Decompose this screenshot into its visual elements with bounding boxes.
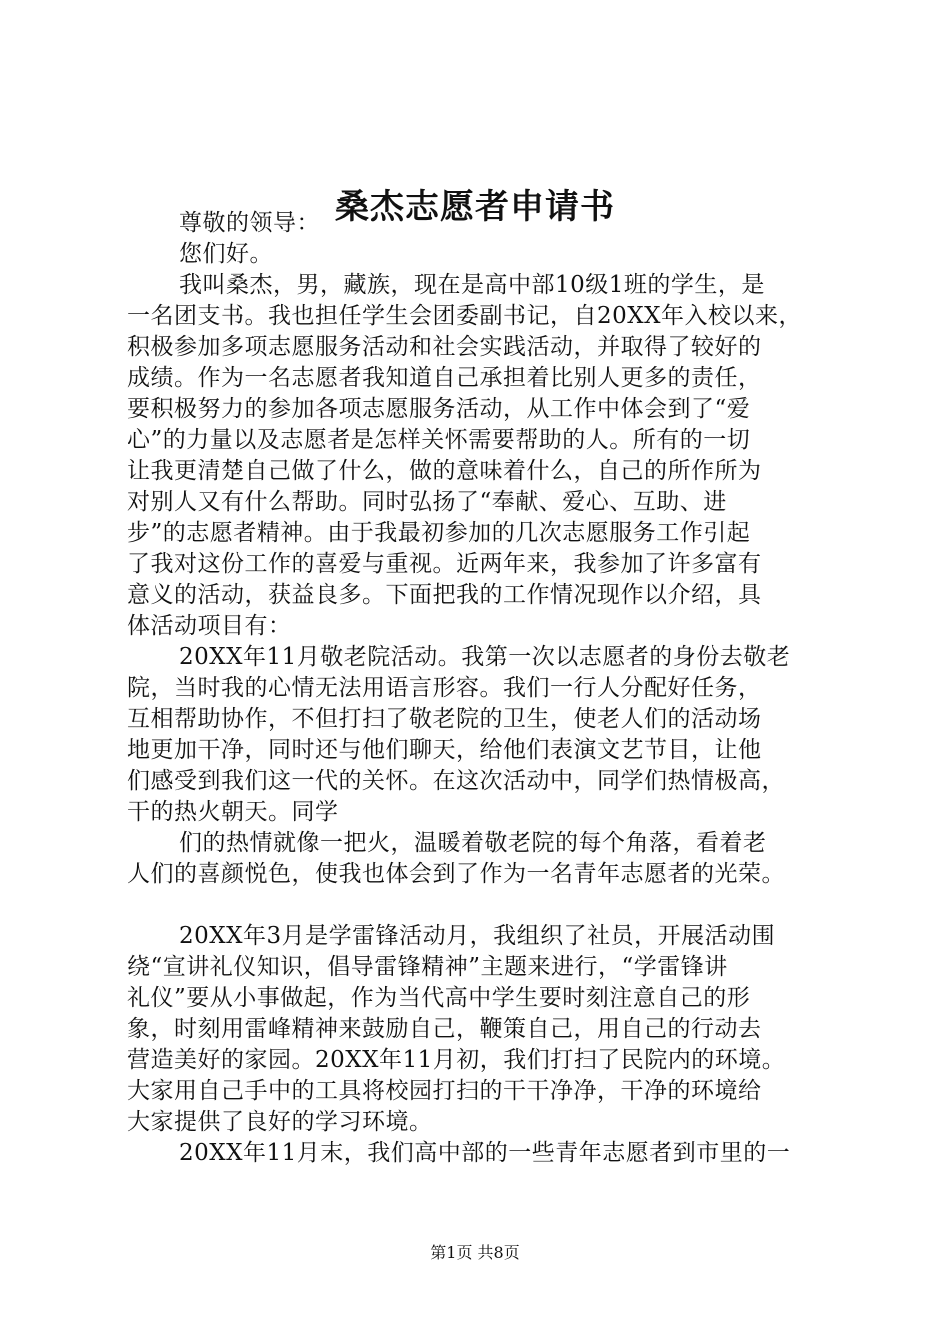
- paragraph-line: 们的热情就像一把火，温暖着敬老院的每个角落，看着老: [179, 830, 767, 856]
- paragraph-line: 绕“宣讲礼仪知识，倡导雷锋精神”主题来进行，“学雷锋讲: [127, 954, 728, 980]
- paragraph-line: 人们的喜颜悦色，使我也体会到了作为一名青年志愿者的光荣。: [127, 861, 785, 887]
- paragraph-line: 象，时刻用雷峰精神来鼓励自己，鞭策自己，用自己的行动去: [127, 1016, 762, 1042]
- paragraph-line: 地更加干净，同时还与他们聊天，给他们表演文艺节目，让他: [127, 737, 762, 763]
- paragraph-line: 20XX年11月末，我们高中部的一些青年志愿者到市里的一: [179, 1140, 791, 1166]
- paragraph-line: 步”的志愿者精神。由于我最初参加的几次志愿服务工作引起: [127, 520, 751, 546]
- paragraph-line: 了我对这份工作的喜爱与重视。近两年来，我参加了许多富有: [127, 551, 762, 577]
- document-body: [127, 208, 827, 1169]
- paragraph-line: 20XX年11月敬老院活动。我第一次以志愿者的身份去敬老: [179, 644, 791, 670]
- paragraph-line: 营造美好的家园。20XX年11月初，我们打扫了民院内的环境。: [127, 1047, 786, 1073]
- greeting: 您们好。: [179, 241, 273, 267]
- paragraph-line: 要积极努力的参加各项志愿服务活动，从工作中体会到了“爱: [127, 396, 751, 422]
- paragraph-line: 一名团支书。我也担任学生会团委副书记，自20XX年入校以来，: [127, 303, 803, 329]
- blank-line: [127, 890, 827, 921]
- paragraph-line: 心”的力量以及志愿者是怎样关怀需要帮助的人。所有的一切: [127, 427, 751, 453]
- paragraph-line: 积极参加多项志愿服务活动和社会实践活动，并取得了较好的: [127, 334, 762, 360]
- paragraph-line: 对别人又有什么帮助。同时弘扬了“奉献、爱心、互助、进: [127, 489, 727, 515]
- paragraph-line: 大家提供了良好的学习环境。: [127, 1109, 433, 1135]
- page-footer: 第1页 共8页: [430, 1243, 520, 1262]
- paragraph-line: 成绩。作为一名志愿者我知道自己承担着比别人更多的责任，: [127, 365, 762, 391]
- paragraph-line: 20XX年3月是学雷锋活动月，我组织了社员，开展活动围: [179, 923, 776, 949]
- paragraph-line: 让我更清楚自己做了什么，做的意味着什么，自己的所作所为: [127, 458, 762, 484]
- paragraph-line: 院，当时我的心情无法用语言形容。我们一行人分配好任务，: [127, 675, 762, 701]
- salutation: 尊敬的领导：: [179, 210, 320, 236]
- paragraph-line: 干的热火朝天。同学: [127, 799, 339, 825]
- paragraph-line: 我叫桑杰，男，藏族，现在是高中部10级1班的学生，是: [179, 272, 765, 298]
- paragraph-line: 意义的活动，获益良多。下面把我的工作情况现作以介绍，具: [127, 582, 762, 608]
- paragraph-line: 体活动项目有：: [127, 613, 292, 639]
- paragraph-line: 们感受到我们这一代的关怀。在这次活动中，同学们热情极高，: [127, 768, 785, 794]
- paragraph-line: 大家用自己手中的工具将校园打扫的干干净净，干净的环境给: [127, 1078, 762, 1104]
- document-title: 桑杰志愿者申请书: [335, 187, 615, 227]
- paragraph-line: 互相帮助协作，不但打扫了敬老院的卫生，使老人们的活动场: [127, 706, 762, 732]
- paragraph-line: 礼仪”要从小事做起，作为当代高中学生要时刻注意自己的形: [127, 985, 751, 1011]
